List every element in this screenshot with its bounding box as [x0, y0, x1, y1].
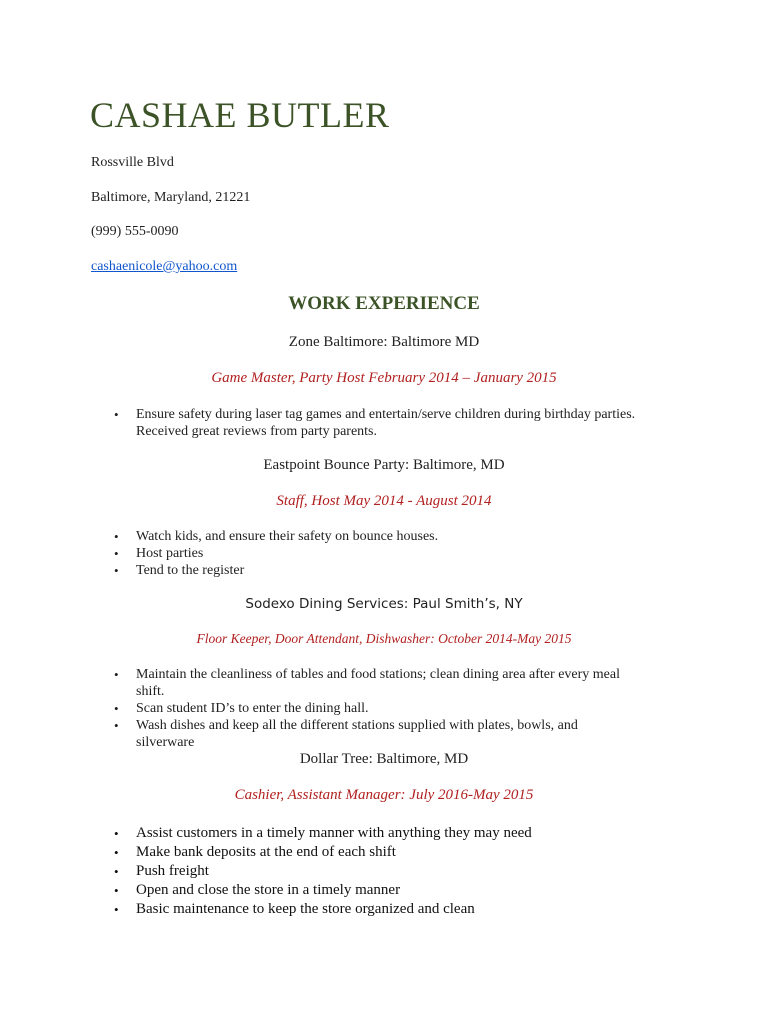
phone-number: (999) 555-0090 — [91, 224, 179, 239]
job-duties-list — [110, 666, 630, 751]
job-employer: Dollar Tree: Baltimore, MD — [299, 751, 469, 767]
list-item: • Push freight — [110, 862, 650, 881]
address-street: Rossville Blvd — [91, 155, 174, 170]
job-employer: Sodexo Dining Services: Paul Smith’s, NY — [245, 596, 523, 612]
job-role: Staff, Host May 2014 - August 2014 — [276, 493, 492, 509]
job-duties-list — [110, 406, 640, 440]
list-item: • Ensure safety during laser tag games and entertain/serve children during birthday parties. Received great reviews from party parents. — [110, 406, 640, 440]
job-role: Cashier, Assistant Manager: July 2016-May 2015 — [234, 787, 534, 803]
list-item: • Wash dishes and keep all the different stations supplied with plates, bowls, and silverware — [110, 717, 630, 751]
list-item: • Watch kids, and ensure their safety on bounce houses. — [110, 528, 650, 545]
list-item: • Maintain the cleanliness of tables and food stations; clean dining area after every meal shift. — [110, 666, 630, 700]
list-item: • Host parties — [110, 545, 650, 562]
list-item: • Assist customers in a timely manner with anything they may need — [110, 824, 650, 843]
list-item: • Open and close the store in a timely manner — [110, 881, 650, 900]
candidate-name: CASHAE BUTLER — [90, 95, 390, 135]
address-city: Baltimore, Maryland, 21221 — [91, 190, 251, 205]
section-title-work-experience: WORK EXPERIENCE — [288, 293, 480, 314]
job-role: Game Master, Party Host February 2014 – January 2015 — [211, 370, 557, 386]
list-item: • Tend to the register — [110, 562, 650, 579]
list-item: • Make bank deposits at the end of each shift — [110, 843, 650, 862]
email-link[interactable]: cashaenicole@yahoo.com — [91, 259, 238, 274]
job-employer: Zone Baltimore: Baltimore MD — [288, 334, 480, 350]
list-item: • Scan student ID’s to enter the dining hall. — [110, 700, 630, 717]
job-duties-list — [110, 824, 650, 919]
job-duties-list — [110, 528, 650, 579]
job-employer: Eastpoint Bounce Party: Baltimore, MD — [263, 457, 505, 473]
list-item: • Basic maintenance to keep the store organized and clean — [110, 900, 650, 919]
job-role: Floor Keeper, Door Attendant, Dishwasher: October 2014-May 2015 — [196, 631, 572, 646]
